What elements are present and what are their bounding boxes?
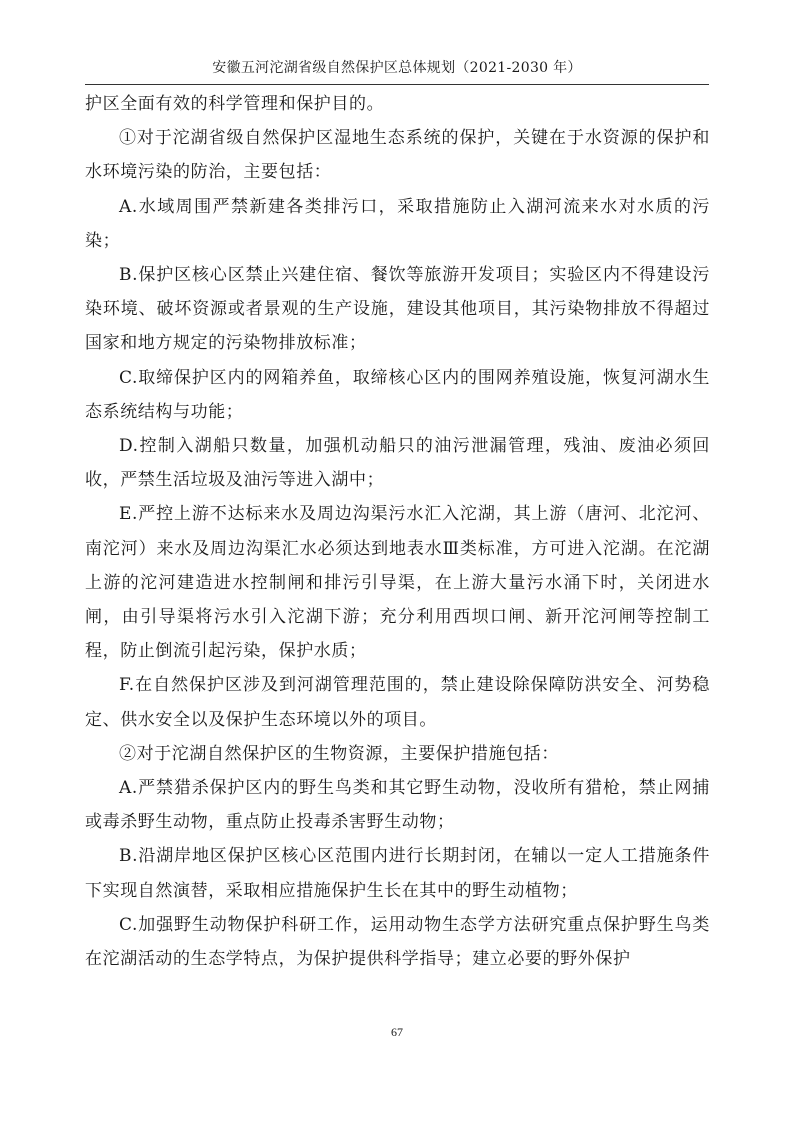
paragraph-biological-resources: ②对于沱湖自然保护区的生物资源，主要保护措施包括： [119,743,559,764]
paragraph-continuation: 护区全面有效的科学管理和保护目的。 [85,94,385,114]
paragraph-wetland-protection: ①对于沱湖省级自然保护区湿地生态系统的保护，关键在于水资源的保护和水环境污染的防治，主要包括： [85,128,710,183]
paragraph-bio-item-b: B.沿湖岸地区保护区核心区范围内进行长期封闭，在辅以一定人工措施条件下实现自然演替，采取相应措施保护生长在其中的野生动植物； [85,846,710,901]
paragraph-bio-item-a: A.严禁猎杀保护区内的野生鸟类和其它野生动物，没收所有猎枪，禁止网捕或毒杀野生动物，重点防止投毒杀害野生动物； [85,778,710,833]
document-body [85,87,710,976]
paragraph-item-b: B.保护区核心区禁止兴建住宿、餐饮等旅游开发项目；实验区内不得建设污染环境、破坏资源或者景观的生产设施，建设其他项目，其污染物排放不得超过国家和地方规定的污染物排放标准； [85,265,710,354]
paragraph-item-f: F.在自然保护区涉及到河湖管理范围的，禁止建设除保障防洪安全、河势稳定、供水安全以及保护生态环境以外的项目。 [85,675,710,730]
header-rule [85,84,709,85]
paragraph-item-e: E.严控上游不达标来水及周边沟渠污水汇入沱湖，其上游（唐河、北沱河、南沱河）来水及周边沟渠汇水必须达到地表水Ⅲ类标准，方可进入沱湖。在沱湖上游的沱河建造进水控制闸和排污引导渠，在上游大量污水涌下时，关闭进水闸，由引导渠将污水引入沱湖下游；充分利用西坝口闸、新开沱河闸等控制工程，防止倒流引起污染，保护水质； [85,504,710,662]
paragraph-item-a: A.水域周围严禁新建各类排污口，采取措施防止入湖河流来水对水质的污染； [85,196,710,251]
paragraph-item-c: C.取缔保护区内的网箱养鱼，取缔核心区内的围网养殖设施，恢复河湖水生态系统结构与功能； [85,367,710,422]
paragraph-item-d: D.控制入湖船只数量，加强机动船只的油污泄漏管理，残油、废油必须回收，严禁生活垃圾及油污等进入湖中； [85,436,710,491]
page-number: 67 [391,1025,403,1039]
paragraph-bio-item-c: C.加强野生动物保护科研工作，运用动物生态学方法研究重点保护野生鸟类在沱湖活动的生态学特点，为保护提供科学指导；建立必要的野外保护 [85,914,710,970]
page-header: 安徽五河沱湖省级自然保护区总体规划（2021-2030 年） [212,60,582,76]
